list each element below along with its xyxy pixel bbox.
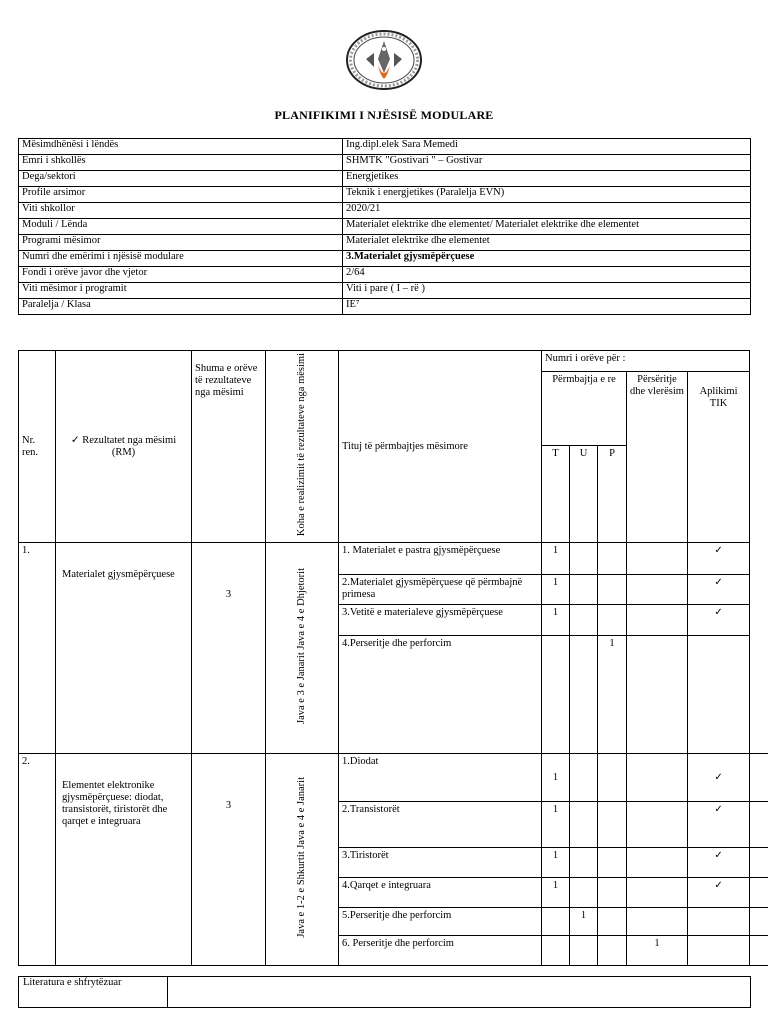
info-label: Programi mësimor [19, 235, 343, 251]
header-rm: ✓ Rezultatet nga mësimi (RM) [56, 351, 192, 543]
cell-perseritje [627, 908, 688, 936]
header-koha: Koha e realizimit të rezultateve nga mësimi [266, 351, 339, 543]
cell-p [598, 802, 627, 848]
header-p: P [598, 446, 627, 543]
cell-tik: ✓ [688, 848, 750, 878]
content-title: 3.Vetitë e materialeve gjysmëpërçuese [339, 605, 542, 636]
info-row [19, 203, 751, 219]
header-numri: Numri i orëve për : [542, 351, 750, 372]
cell-tik: ✓ [688, 754, 750, 802]
info-value: 2020/21 [343, 203, 751, 219]
info-value: 2/64 [343, 267, 751, 283]
info-row [19, 187, 751, 203]
info-row [19, 283, 751, 299]
group-nr: 1. [19, 543, 56, 754]
cell-perseritje [627, 605, 688, 636]
header-permbajtja: Përmbajtja e re [542, 372, 627, 446]
header-t: T [542, 446, 570, 543]
cell-u [570, 936, 598, 966]
info-label: Dega/sektori [19, 171, 343, 187]
info-value: Teknik i energjetikes (Paralelja EVN) [343, 187, 751, 203]
cell-p [598, 878, 627, 908]
cell-u: 1 [570, 908, 598, 936]
cell-perseritje [627, 848, 688, 878]
cell-t: 1 [542, 543, 570, 575]
cell-u [570, 802, 598, 848]
cell-u [570, 878, 598, 908]
info-row [19, 267, 751, 283]
group-nr: 2. [19, 754, 56, 966]
info-label: Profile arsimor [19, 187, 343, 203]
header-tik: Aplikimi TIK [688, 372, 750, 543]
content-title: 1.Diodat [339, 754, 542, 802]
cell-perseritje [627, 543, 688, 575]
cell-tik: ✓ [688, 878, 750, 908]
content-title: 6. Perseritje dhe perforcim [339, 936, 542, 966]
cell-tik: ✓ [688, 543, 750, 575]
info-label: Paralelja / Klasa [19, 299, 343, 315]
cell-perseritje [627, 754, 688, 802]
content-title: 1. Materialet e pastra gjysmëpërçuese [339, 543, 542, 575]
plan-row [19, 754, 768, 802]
extra-cell [750, 908, 768, 936]
cell-p [598, 908, 627, 936]
cell-t: 1 [542, 802, 570, 848]
cell-p [598, 848, 627, 878]
cell-t: 1 [542, 754, 570, 802]
cell-tik [688, 936, 750, 966]
page-title: PLANIFIKIMI I NJËSISË MODULARE [274, 108, 494, 122]
content-title: 4.Perseritje dhe perforcim [339, 636, 542, 754]
info-value: SHMTK "Gostivari " – Gostivar [343, 155, 751, 171]
header-shuma: Shuma e orëve të rezultateve nga mësimi [192, 351, 266, 543]
cell-t: 1 [542, 848, 570, 878]
info-row [19, 251, 751, 267]
cell-u [570, 605, 598, 636]
info-value: Materialet elektrike dhe elementet/ Materialet elektrike dhe elementet [343, 219, 751, 235]
cell-perseritje [627, 802, 688, 848]
cell-u [570, 575, 598, 605]
cell-tik: ✓ [688, 802, 750, 848]
header-perseritje: Përsëritje dhe vlerësim [627, 372, 688, 543]
cell-t [542, 908, 570, 936]
info-value: Materialet elektrike dhe elementet [343, 235, 751, 251]
group-shuma: 3 [192, 754, 266, 966]
literature-value [168, 977, 751, 1008]
extra-cell [750, 936, 768, 966]
planning-table [18, 350, 768, 966]
info-label: Numri dhe emërimi i njësisë modulare [19, 251, 343, 267]
extra-cell [750, 802, 768, 848]
cell-u [570, 848, 598, 878]
cell-u [570, 636, 598, 754]
cell-t: 1 [542, 878, 570, 908]
cell-perseritje [627, 636, 688, 754]
header-u: U [570, 446, 598, 543]
extra-cell [750, 543, 768, 575]
info-label: Moduli / Lënda [19, 219, 343, 235]
literature-table [18, 976, 751, 1008]
info-value: Viti i pare ( I – rë ) [343, 283, 751, 299]
cell-perseritje [627, 575, 688, 605]
group-koha: Java e 3 e Janarit Java e 4 e Dhjetorit [266, 543, 339, 754]
info-value: Energjetikes [343, 171, 751, 187]
cell-p [598, 575, 627, 605]
group-koha: Java e 1-2 e Shkurtit Java e 4 e Janarit [266, 754, 339, 966]
cell-t: 1 [542, 605, 570, 636]
info-row [19, 299, 751, 315]
school-seal-logo [344, 29, 424, 91]
cell-t [542, 636, 570, 754]
cell-perseritje [627, 878, 688, 908]
header-nr: Nr. ren. [19, 351, 56, 543]
cell-u [570, 543, 598, 575]
cell-p [598, 605, 627, 636]
info-table [18, 138, 751, 315]
extra-cell [750, 848, 768, 878]
content-title: 4.Qarqet e integruara [339, 878, 542, 908]
extra-cell [750, 636, 768, 754]
group-rm: Elementet elektronike gjysmëpërçuese: diodat, transistorët, tiristorët dhe qarqet e integruara [56, 754, 192, 966]
content-title: 2.Materialet gjysmëpërçuese që përmbajnë primesa [339, 575, 542, 605]
info-row [19, 235, 751, 251]
info-label: Fondi i orëve javor dhe vjetor [19, 267, 343, 283]
extra-cell [750, 878, 768, 908]
info-value: Ing.dipl.elek Sara Memedi [343, 139, 751, 155]
info-row [19, 139, 751, 155]
group-shuma: 3 [192, 543, 266, 754]
cell-p [598, 543, 627, 575]
content-title: 5.Perseritje dhe perforcim [339, 908, 542, 936]
info-row [19, 171, 751, 187]
info-row [19, 219, 751, 235]
cell-tik [688, 908, 750, 936]
header-tituj: Tituj të përmbajtjes mësimore [339, 351, 542, 543]
content-title: 2.Transistorët [339, 802, 542, 848]
cell-p: 1 [598, 636, 627, 754]
info-label: Mësimdhënësi i lëndës [19, 139, 343, 155]
content-title: 3.Tiristorët [339, 848, 542, 878]
cell-p [598, 754, 627, 802]
cell-tik: ✓ [688, 605, 750, 636]
cell-t: 1 [542, 575, 570, 605]
extra-cell [750, 754, 768, 802]
cell-perseritje: 1 [627, 936, 688, 966]
extra-cell [750, 605, 768, 636]
group-rm: Materialet gjysmëpërçuese [56, 543, 192, 754]
cell-tik: ✓ [688, 575, 750, 605]
info-value: IE⁷ [343, 299, 751, 315]
info-row [19, 155, 751, 171]
cell-p [598, 936, 627, 966]
info-value: 3.Materialet gjysmëpërçuese [343, 251, 751, 267]
info-label: Viti shkollor [19, 203, 343, 219]
cell-tik [688, 636, 750, 754]
extra-cell [750, 575, 768, 605]
info-label: Viti mësimor i programit [19, 283, 343, 299]
cell-t [542, 936, 570, 966]
info-label: Emri i shkollës [19, 155, 343, 171]
cell-u [570, 754, 598, 802]
literature-label: Literatura e shfrytëzuar [19, 977, 168, 1008]
plan-row [19, 543, 768, 575]
